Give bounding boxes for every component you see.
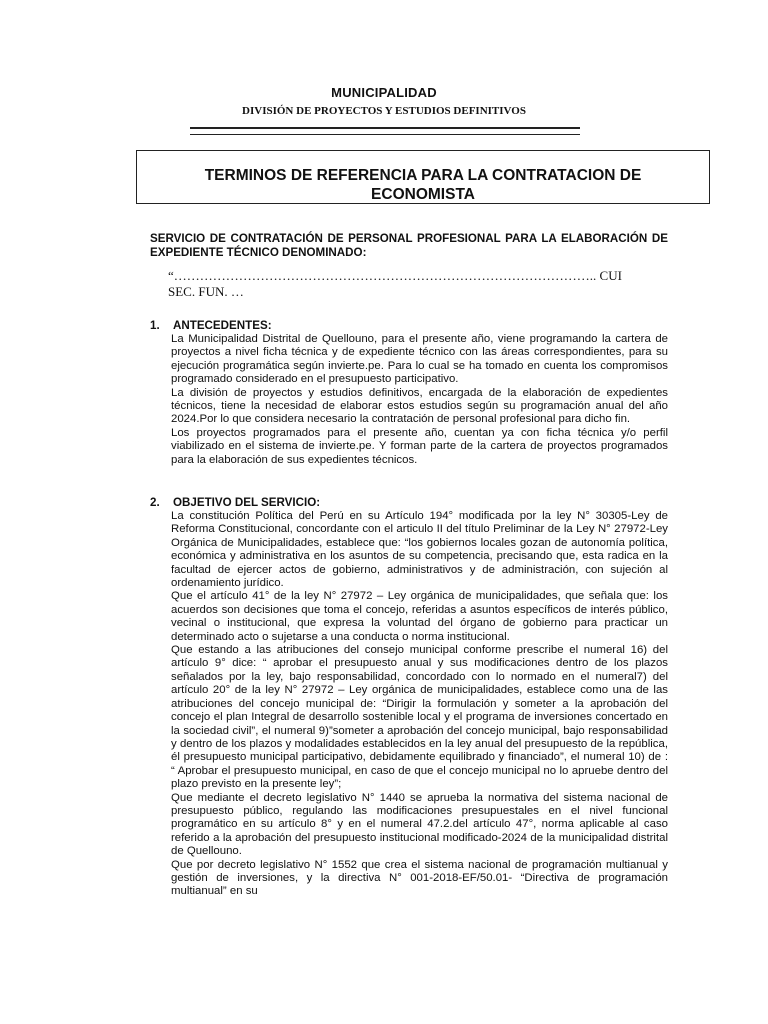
paragraph: La división de proyectos y estudios definitivos, encargada de la elaboración de expedientes técnicos, tiene la necesidad de elaborar estos estudios según su programación anual del año 2024.Por lo que considera necesario la contratación de personal profesional para dicho fin. — [171, 386, 668, 426]
section-title: ANTECEDENTES: — [173, 319, 272, 332]
paragraph: Que mediante el decreto legislativo N° 1440 se aprueba la normativa del sistema nacional de presupuesto público, regulando las modificaciones presupuestales en el nivel funcional programático en su artículo 8° y en el numeral 47.2.del artículo 47°, norma aplicable al caso referido a la aprobación del presupuesto institucional modificado-2024 de la municipalidad distrital de Quellouno. — [171, 791, 668, 858]
organization-name: MUNICIPALIDAD — [331, 85, 437, 100]
section-antecedentes — [150, 319, 668, 467]
section-body — [171, 333, 668, 467]
project-name-placeholder — [168, 268, 668, 300]
service-heading: SERVICIO DE CONTRATACIÓN DE PERSONAL PROFESIONAL PARA LA ELABORACIÓN DE EXPEDIENTE TÉCNICO DENOMINADO: — [150, 232, 668, 259]
placeholder-line-1: “…………………………………………………………………………………….. CUI — [168, 268, 622, 283]
placeholder-line-2: SEC. FUN. … — [168, 284, 244, 299]
paragraph: Que el artículo 41° de la ley N° 27972 – Ley orgánica de municipalidades, que señala que: los acuerdos son decisiones que toma el concejo, referidas a asuntos específicos de interés público, vecinal o institucional, que expresa la voluntad del órgano de gobierno para practicar un determinado acto o sujetarse a una conducta o norma institucional. — [171, 590, 668, 643]
division-name: DIVISIÓN DE PROYECTOS Y ESTUDIOS DEFINITIVOS — [242, 105, 526, 117]
section-heading — [150, 319, 668, 333]
document-title-line-1: TERMINOS DE REFERENCIA PARA LA CONTRATACION DE — [204, 167, 642, 184]
paragraph: La constitución Política del Perú en su Artículo 194° modificada por la ley N° 30305-Ley de Reforma Constitucional, concordante con el articulo II del título Preliminar de la Ley N° 27972-Ley Orgánica de Municipalidades, establece que: “los gobiernos locales gozan de autonomía política, económica y administrativa en los asuntos de su competencia, precisando que, esta radica en la facultad de ejercer actos de gobierno, administrativos y de administración, con sujeción al ordenamiento jurídico. — [171, 510, 668, 590]
paragraph: Que por decreto legislativo N° 1552 que crea el sistema nacional de programación multianual y gestión de inversiones, y la directiva N° 001-2018-EF/50.01- “Directiva de programación multianual” en su — [171, 858, 668, 898]
paragraph: Que estando a las atribuciones del consejo municipal conforme prescribe el numeral 16) del artículo 9° dice: “ aprobar el presupuesto anual y sus modificaciones dentro de los plazos señalados por la ley, bajo responsabilidad, concordado con lo normado en el numeral7) del artículo 20° de la ley N° 27972 – Ley orgánica de municipalidades, establece como una de las atribuciones del concejo municipal de: “Dirigir la formulación y someter a la aprobación del concejo el plan Integral de desarrollo sostenible local y el programa de inversiones concertado en la sociedad civil”, el numeral 9)”someter a aprobación del concejo municipal, bajo responsabilidad y dentro de los plazos y modalidades establecidos en la ley anual del presupuesto de la república, él presupuesto municipal participativo, debidamente equilibrado y financiado”, el numeral 10) de : “ Aprobar el presupuesto municipal, en caso de que el concejo municipal no lo apruebe dentro del plazo previsto en la presente ley”; — [171, 644, 668, 791]
paragraph: Los proyectos programados para el presente año, cuentan ya con ficha técnica y/o perfil viabilizado en el sistema de invierte.pe. Y forman parte de la cartera de proyectos programados para la elaboración de sus expedientes técnicos. — [171, 426, 668, 466]
document-title-line-2: ECONOMISTA — [371, 186, 475, 203]
section-number: 1. — [150, 319, 160, 332]
section-body — [171, 510, 668, 899]
paragraph: La Municipalidad Distrital de Quellouno, para el presente año, viene programando la cartera de proyectos a nivel ficha técnica y de expediente técnico con las áreas correspondientes, para su ejecución programática según invierte.pe. Para lo cual se ha tomado en cuenta los compromisos programado considerado en el presupuesto participativo. — [171, 333, 668, 386]
document-title-box — [136, 150, 710, 204]
section-title: OBJETIVO DEL SERVICIO: — [173, 496, 321, 509]
header-divider — [190, 127, 580, 135]
section-number: 2. — [150, 496, 160, 509]
section-heading — [150, 496, 668, 510]
section-objetivo — [150, 496, 668, 899]
